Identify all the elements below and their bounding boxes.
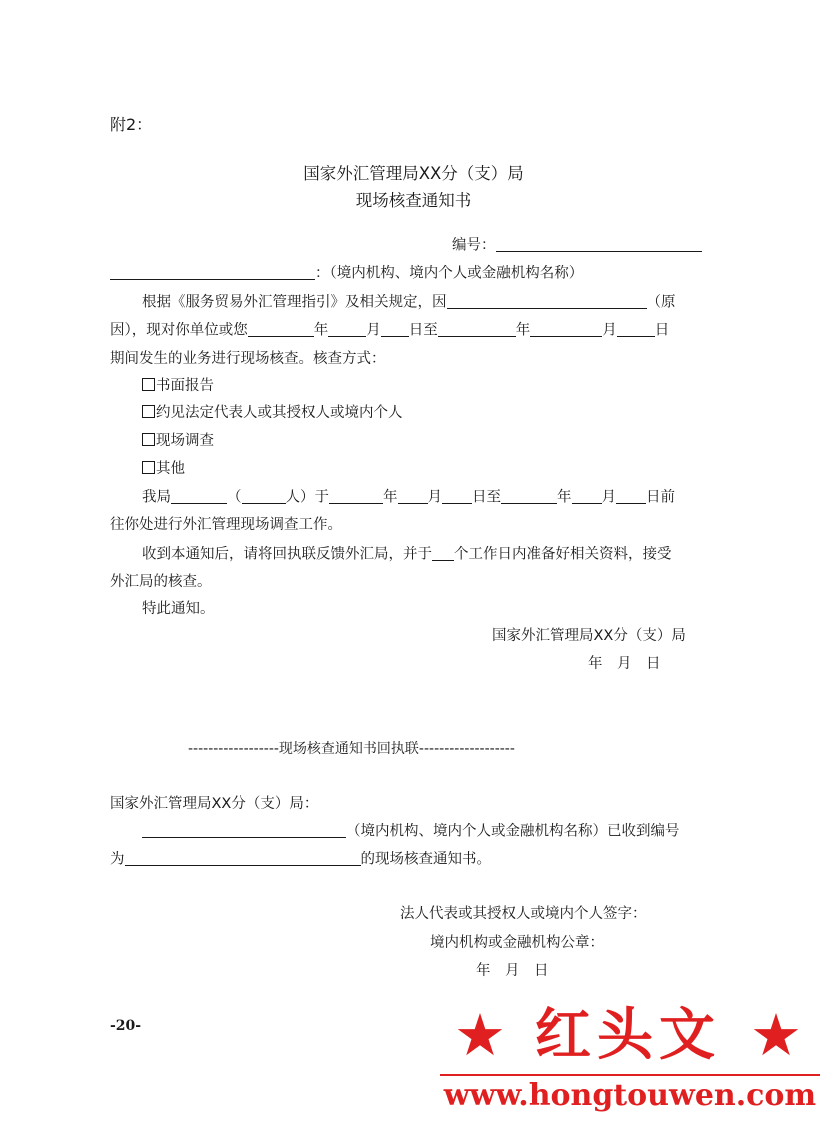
receipt-line-1 (142, 822, 680, 841)
start-day-field[interactable] (381, 321, 409, 337)
receipt-date: 年 月 日 (476, 963, 549, 979)
watermark-banner (440, 1000, 820, 1118)
option-label: 书面报告 (156, 378, 214, 394)
body-line-6 (142, 545, 672, 564)
receipt-name-note: （境内机构、境内个人或金融机构名称）已收到编号 (346, 823, 680, 840)
page-number: -20- (110, 1018, 142, 1034)
receipt-number-note: 的现场核查通知书。 (360, 851, 491, 868)
visit-start-year-field[interactable] (329, 488, 383, 504)
addressee-field[interactable] (110, 264, 315, 280)
workdays-field[interactable] (432, 545, 454, 561)
option-label: 其他 (156, 461, 185, 477)
reason-field[interactable] (447, 293, 647, 309)
end-year-field[interactable] (438, 321, 516, 337)
body-line-5: 往你处进行外汇管理现场调查工作。 (110, 517, 342, 533)
body-line-4 (142, 488, 675, 507)
body-line-2 (110, 321, 669, 340)
body-line-1 (142, 293, 676, 312)
reason-intro: 根据《服务贸易外汇管理指引》及相关规定，因 (142, 294, 447, 311)
document-title-line2: 现场核查通知书 (355, 191, 472, 210)
end-month-field[interactable] (530, 321, 602, 337)
reason-suffix: （原 (646, 294, 676, 311)
visit-start-month-field[interactable] (398, 488, 428, 504)
receipt-signature: 法人代表或其授权人或境内个人签字： (400, 906, 647, 922)
receipt-addressee: 国家外汇管理局XX分（支）局： (110, 796, 319, 812)
visit-end-day-field[interactable] (616, 488, 646, 504)
day-label: 日 (654, 322, 670, 339)
notice-number-label: 编号： (452, 237, 496, 254)
body-line-7: 外汇局的核查。 (110, 574, 212, 590)
visit-end-month-field[interactable] (572, 488, 602, 504)
month-label: 月 (366, 322, 381, 339)
notice-number-row (452, 236, 702, 255)
receipt-seal: 境内机构或金融机构公章： (430, 935, 604, 951)
month-label: 月 (601, 489, 616, 506)
start-year-field[interactable] (248, 321, 314, 337)
reply-instruction: 收到本通知后，请将回执联反馈外汇局，并于 (142, 546, 432, 563)
start-month-field[interactable] (328, 321, 366, 337)
star-icon: ★ (750, 1001, 802, 1069)
body-line-8: 特此通知。 (142, 601, 215, 617)
year-label: 年 (515, 322, 531, 339)
bureau-staff-field[interactable] (171, 488, 227, 504)
body-line-3: 期间发生的业务进行现场核查。核查方式： (110, 351, 386, 367)
issuer-date: 年 月 日 (588, 656, 661, 672)
option-onsite[interactable] (142, 432, 214, 451)
day-to-label: 日至 (472, 489, 501, 506)
visit-start-day-field[interactable] (442, 488, 472, 504)
period-intro: 因），现对你单位或您 (110, 322, 248, 339)
issuer-name: 国家外汇管理局XX分（支）局 (492, 628, 686, 644)
addressee-note: ：（境内机构、境内个人或金融机构名称） (315, 265, 584, 282)
watermark-url: www.hongtouwen.com (443, 1078, 817, 1113)
checkbox-icon[interactable] (142, 378, 155, 391)
bureau-label: 我局 (142, 489, 171, 506)
day-to-label: 日至 (408, 322, 438, 339)
year-label: 年 (557, 489, 572, 506)
month-label: 月 (427, 489, 442, 506)
receipt-line-2 (110, 850, 491, 869)
paren-open: （ (227, 489, 242, 506)
option-written-report[interactable] (142, 377, 214, 396)
receipt-number-field[interactable] (125, 850, 361, 866)
persons-at-label: 人）于 (285, 489, 329, 506)
checkbox-icon[interactable] (142, 433, 155, 446)
option-interview[interactable] (142, 404, 403, 423)
option-label: 约见法定代表人或其授权人或境内个人 (156, 405, 403, 421)
option-other[interactable] (142, 460, 185, 479)
watermark-rule (440, 1074, 820, 1076)
day-before-label: 日前 (646, 489, 675, 506)
staff-count-field[interactable] (242, 488, 286, 504)
month-label: 月 (602, 322, 617, 339)
end-day-field[interactable] (617, 321, 655, 337)
attachment-label: 附2： (110, 115, 153, 134)
year-label: 年 (313, 322, 329, 339)
receipt-separator: ------------------现场核查通知书回执联------------------- (188, 741, 515, 757)
notice-number-field[interactable] (496, 236, 702, 252)
addressee-row (110, 264, 583, 283)
receipt-name-field[interactable] (142, 822, 346, 838)
checkbox-icon[interactable] (142, 461, 155, 474)
option-label: 现场调查 (156, 433, 214, 449)
receipt-for-label: 为 (110, 851, 125, 868)
star-icon: ★ (454, 1001, 506, 1069)
reply-instruction-cont: 个工作日内准备好相关资料，接受 (454, 546, 672, 563)
document-title-line1: 国家外汇管理局XX分（支）局 (303, 164, 524, 183)
year-label: 年 (383, 489, 398, 506)
watermark-title: 红头文 (535, 1002, 721, 1068)
checkbox-icon[interactable] (142, 405, 155, 418)
visit-end-year-field[interactable] (501, 488, 557, 504)
